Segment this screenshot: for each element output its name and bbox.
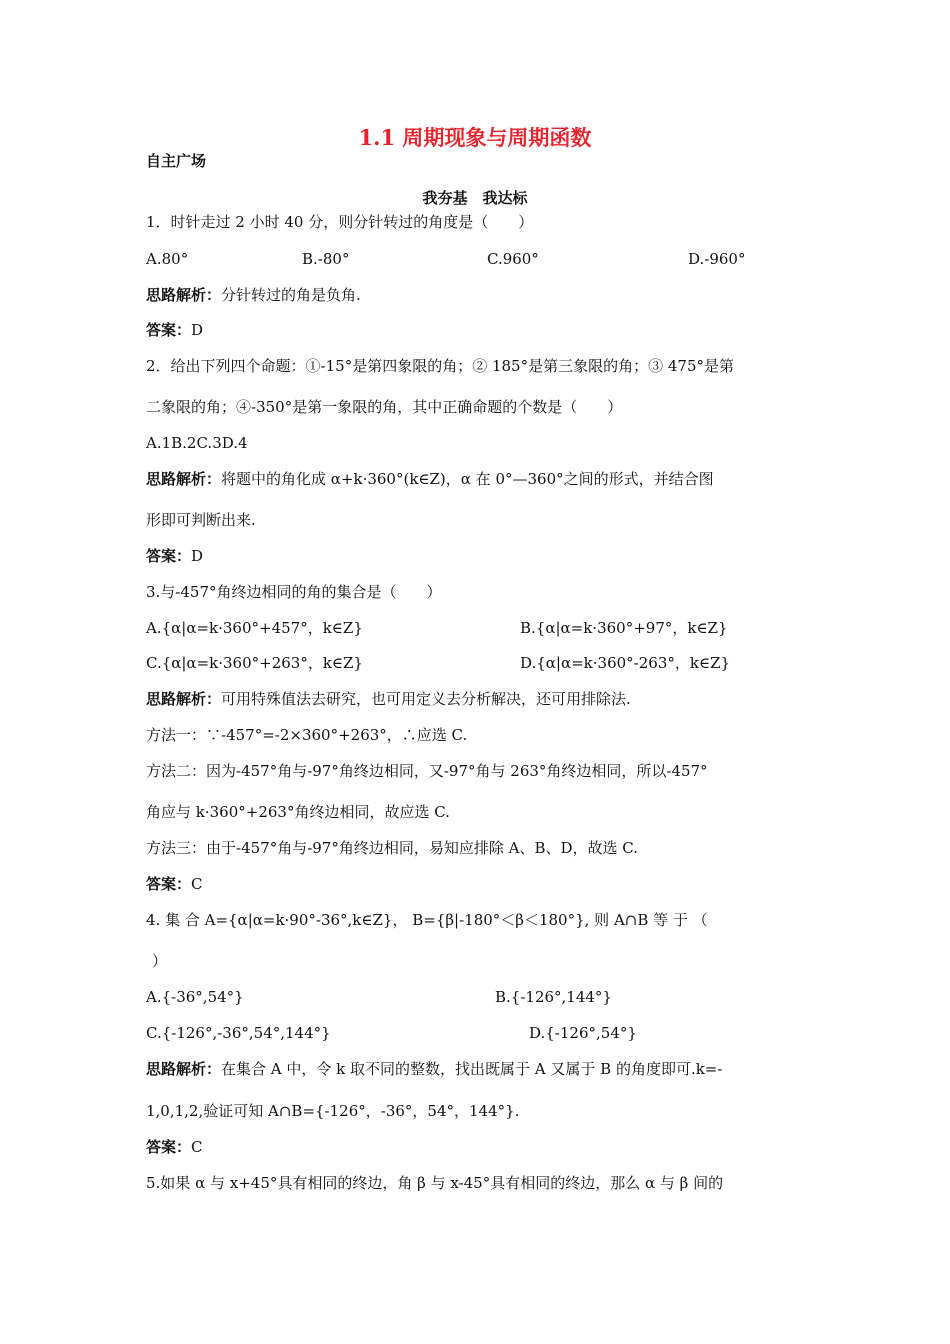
analysis-label: 思路解析： [146,1060,222,1078]
q3-stem: 3.与-457°角终边相同的角的集合是（ ） [146,583,442,601]
q3-option-a: A.{α|α=k·360°+457°，k∈Z} [146,619,363,637]
q2-stem-line1: 2．给出下列四个命题：①-15°是第四象限的角；② 185°是第三象限的角；③ 475°是第 [146,357,734,375]
subsection-heading: 我夯基 我达标 [422,189,528,207]
analysis-label: 思路解析： [146,690,222,708]
q4-stem-line2: ） [152,952,168,970]
q1-option-b: B.-80° [302,250,350,268]
q4-analysis-line2: 1,0,1,2,验证可知 A∩B={-126°，-36°，54°，144°}. [146,1102,520,1120]
q3-analysis [146,689,631,709]
q3-option-c: C.{α|α=k·360°+263°，k∈Z} [146,654,363,672]
analysis-text: 可用特殊值法去研究，也可用定义去分析解决，还可用排除法. [221,690,631,708]
q3-method-2-line2: 角应与 k·360°+263°角终边相同，故应选 C. [146,803,450,821]
answer-text: D [191,547,204,565]
q3-option-b: B.{α|α=k·360°+97°，k∈Z} [520,619,728,637]
answer-label: 答案： [146,547,192,565]
q1-answer [146,320,203,340]
q4-option-b: B.{-126°,144°} [495,988,612,1006]
q3-method-1: 方法一：∵-457°=-2×360°+263°，∴应选 C. [146,726,468,744]
q1-option-c: C.960° [487,250,539,268]
q2-answer [146,546,203,566]
q3-method-2-line1: 方法二：因为-457°角与-97°角终边相同，又-97°角与 263°角终边相同，所以-457° [146,762,708,780]
q5-stem-line1: 5.如果 α 与 x+45°具有相同的终边，角 β 与 x-45°具有相同的终边，那么 α 与 β 间的 [146,1174,724,1192]
q3-option-d: D.{α|α=k·360°-263°，k∈Z} [520,654,731,672]
q1-stem: 1．时针走过 2 小时 40 分，则分针转过的角度是（ ） [146,213,534,231]
q4-answer [146,1137,203,1157]
q4-analysis-line1 [146,1059,722,1079]
answer-text: C [191,875,203,893]
q4-option-d: D.{-126°,54°} [529,1024,637,1042]
analysis-label: 思路解析： [146,470,222,488]
q4-option-c: C.{-126°,-36°,54°,144°} [146,1024,331,1042]
analysis-text: 在集合 A 中，令 k 取不同的整数，找出既属于 A 又属于 B 的角度即可.k=- [221,1060,723,1078]
answer-label: 答案： [146,1138,192,1156]
q4-stem-line1: 4. 集 合 A={α|α=k·90°-36°,k∈Z}， B={β|-180°＜β＜180°}, 则 A∩B 等 于 （ [146,911,708,929]
analysis-label: 思路解析： [146,286,222,304]
q3-method-3: 方法三：由于-457°角与-97°角终边相同，易知应排除 A、B、D，故选 C. [146,839,638,857]
q1-option-a: A.80° [146,250,189,268]
answer-label: 答案： [146,321,192,339]
section-heading: 自主广场 [146,152,207,170]
q2-analysis-line2: 形即可判断出来. [146,511,256,529]
q3-answer [146,874,203,894]
q2-stem-line2: 二象限的角；④-350°是第一象限的角，其中正确命题的个数是（ ） [146,398,623,416]
page-title: 1.1 周期现象与周期函数 [358,125,592,150]
answer-label: 答案： [146,875,192,893]
analysis-text: 分针转过的角是负角. [221,286,361,304]
q1-option-d: D.-960° [688,250,746,268]
answer-text: D [191,321,204,339]
analysis-text: 将题中的角化成 α+k·360°(k∈Z)，α 在 0°—360°之间的形式，并结合图 [221,470,714,488]
answer-text: C [191,1138,203,1156]
q2-options: A.1B.2C.3D.4 [146,434,248,452]
q2-analysis-line1 [146,469,714,489]
q4-option-a: A.{-36°,54°} [146,988,244,1006]
q1-analysis [146,285,361,305]
